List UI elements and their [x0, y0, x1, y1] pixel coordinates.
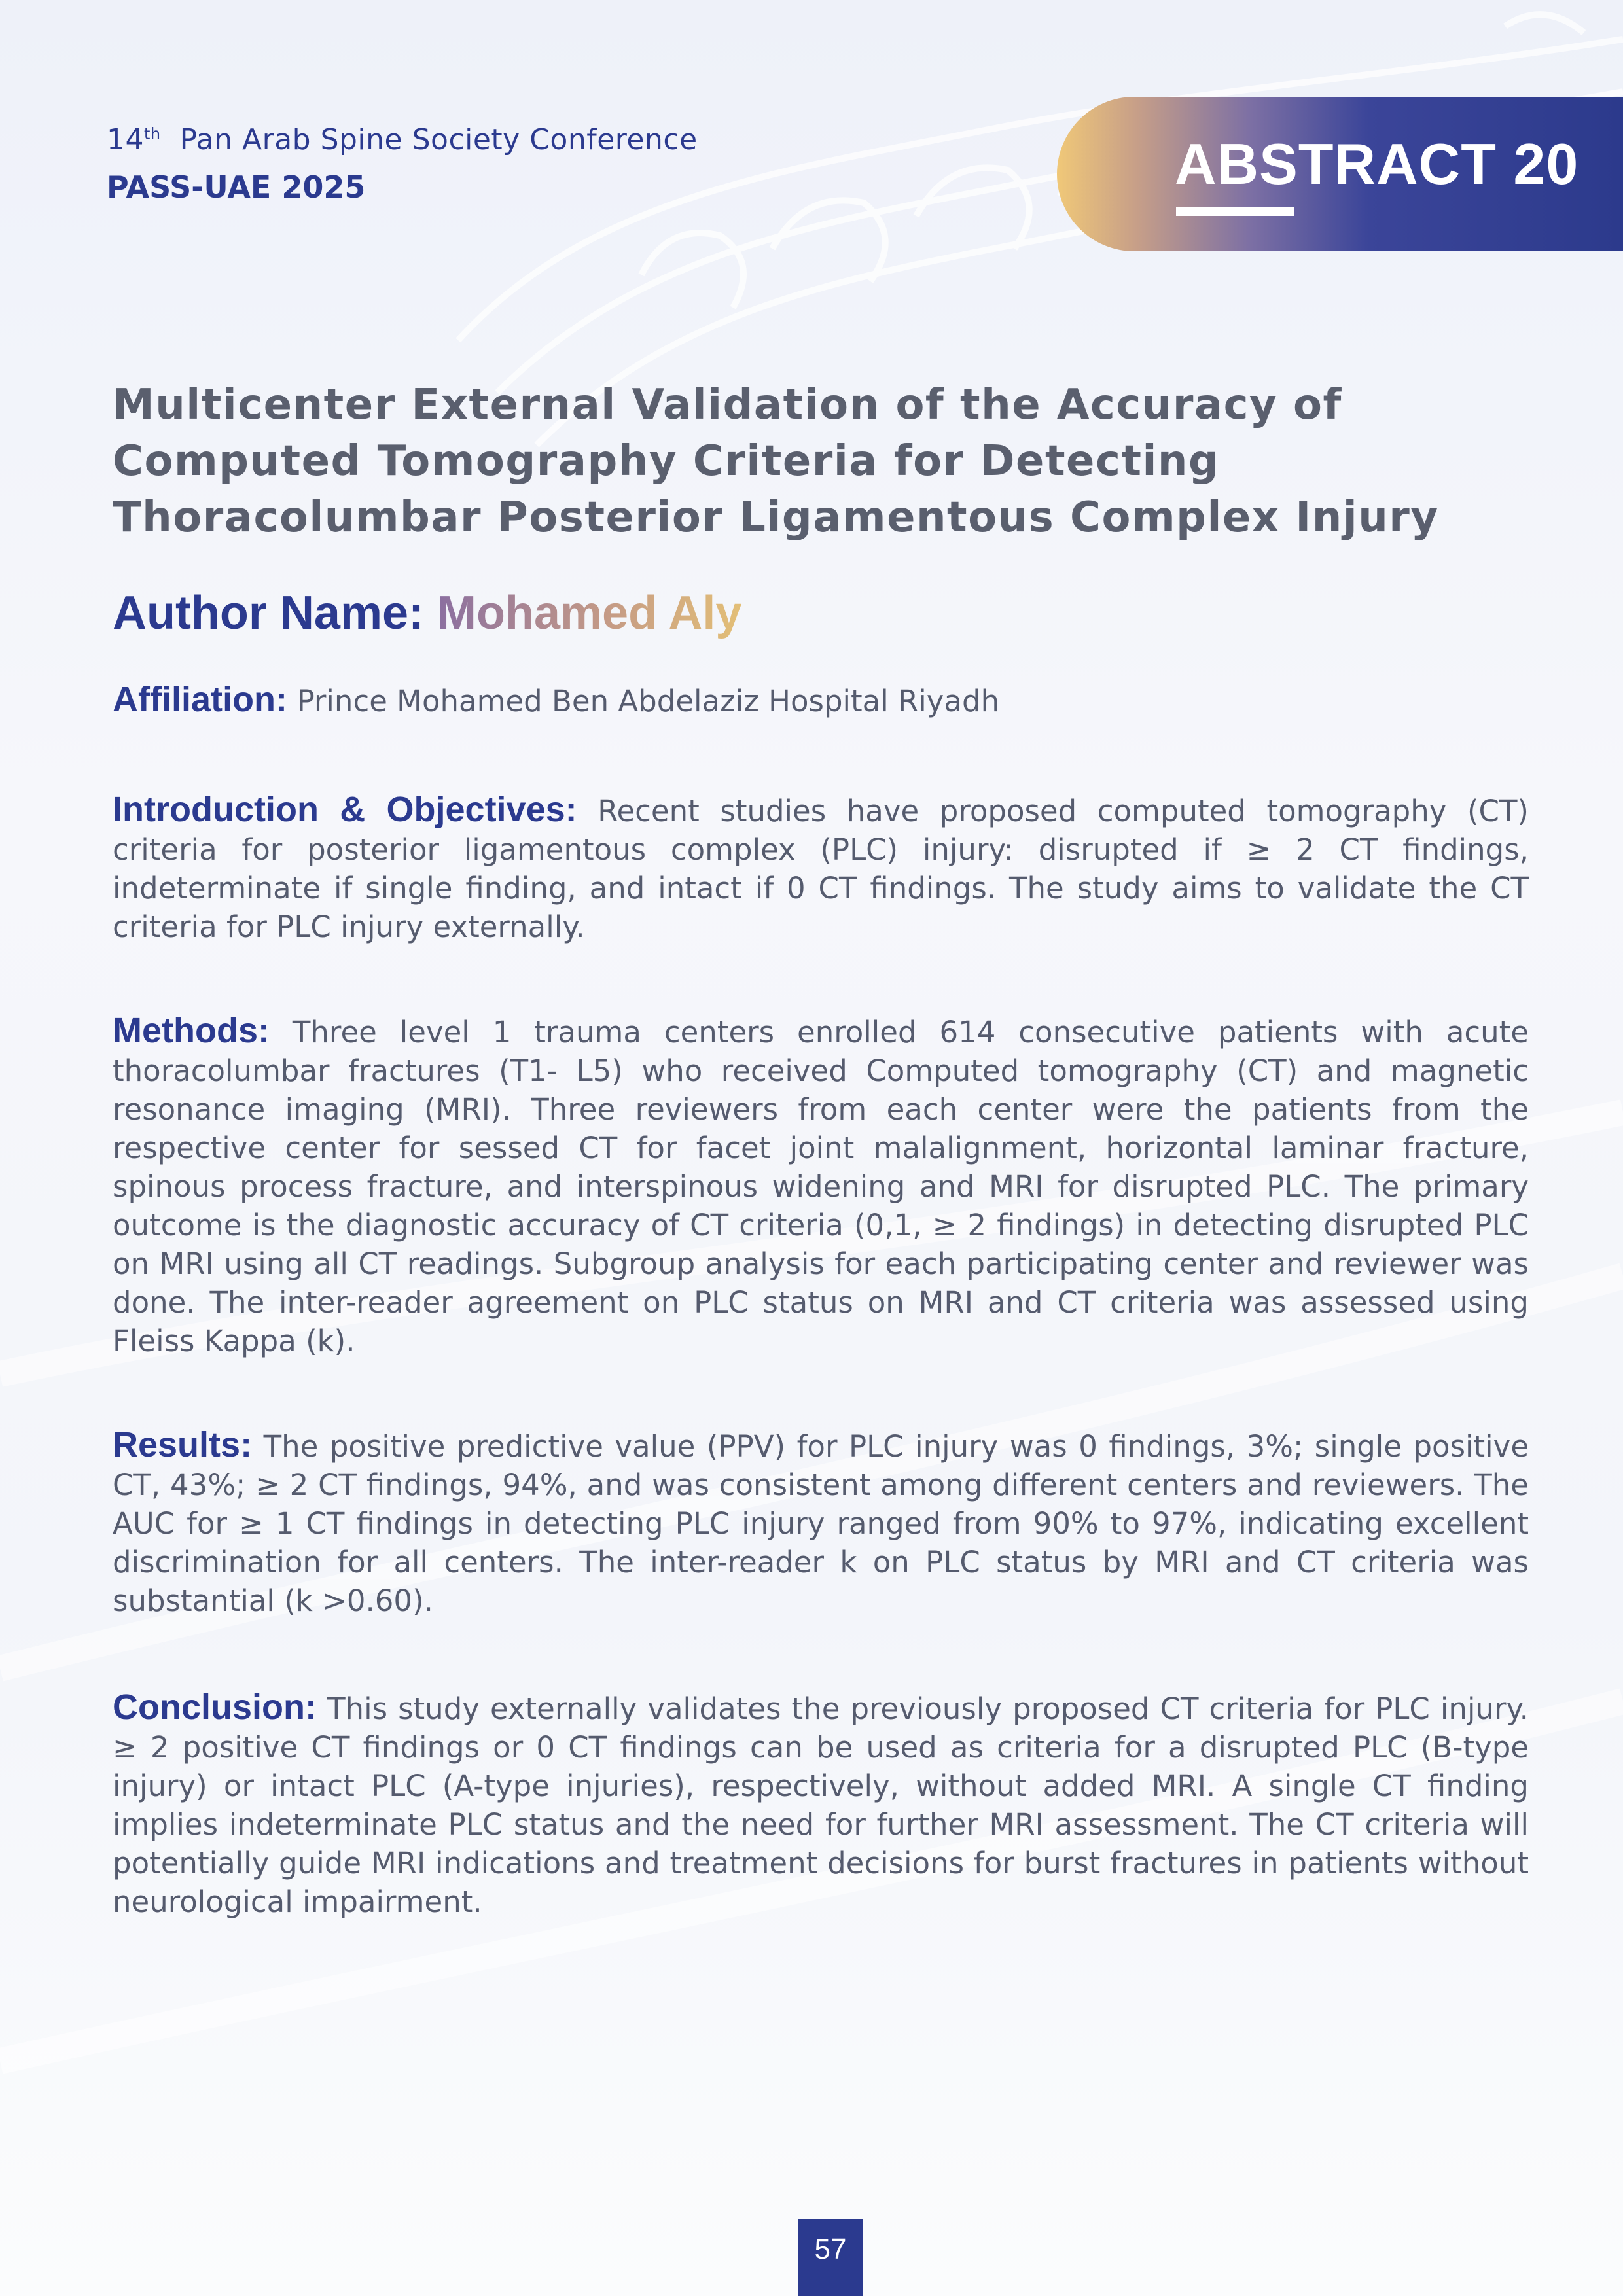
affiliation-text: Prince Mohamed Ben Abdelaziz Hospital Riyadh: [296, 684, 1000, 718]
methods-text: Three level 1 trauma centers enrolled 614 consecutive patients with acute thoracolumbar fractures (T1- L5) who received Computed tomography (CT) and magnetic resonance imaging (MRI). Three reviewers from each center were the patients from the respective center for sessed CT for facet joint malalignment, horizontal laminar fracture, spinous process fracture, and interspinous widening and MRI for disrupted PLC. The primary outcome is the diagnostic accuracy of CT criteria (0,1, ≥ 2 findings) in detecting disrupted PLC on MRI using all CT readings. Subgroup analysis for each participating center and reviewer was done. The inter-reader agreement on PLC status on MRI and CT criteria was assessed using Fleiss Kappa (k).: [113, 1015, 1529, 1358]
conference-short-name: PASS-UAE 2025: [107, 169, 366, 205]
results-label: Results:: [113, 1425, 253, 1464]
affiliation-label: Affiliation:: [113, 680, 287, 719]
conference-number: 14: [107, 123, 144, 156]
results-text: The positive predictive value (PPV) for PLC injury was 0 findings, 3%; single positive CT, 43%; ≥ 2 CT findings, 94%, and was consistent among different centers and reviewers. The AUC for ≥ 1 CT findings in detecting PLC injury ranged from 90% to 97%, indicating excellent discrimination for all centers. The inter-reader k on PLC status by MRI and CT criteria was substantial (k >0.60).: [113, 1429, 1529, 1618]
conclusion-label: Conclusion:: [113, 1687, 317, 1727]
author-name: Mohamed Aly: [437, 587, 742, 639]
conference-ordinal: th: [144, 124, 161, 143]
introduction-text: Recent studies have proposed computed tomography (CT) criteria for posterior ligamentous complex (PLC) injury: disrupted if ≥ 2 CT findings, indeterminate if single finding, and intact if 0 CT findings. The study aims to validate the CT criteria for PLC injury externally.: [113, 794, 1529, 944]
introduction-section: [113, 790, 1529, 946]
author-line: [113, 586, 1529, 640]
introduction-label: Introduction & Objectives:: [113, 790, 577, 829]
affiliation-line: [113, 679, 1529, 720]
badge-underline: [1176, 207, 1294, 216]
abstract-title: Multicenter External Validation of the Accuracy of Computed Tomography Criteria for Detecting Thoracolumbar Posterior Ligamentous Complex Injury: [113, 381, 1439, 542]
abstract-number: ABSTRACT 20: [1175, 132, 1579, 196]
abstract-badge: [1057, 97, 1623, 251]
conference-header: [107, 123, 698, 205]
methods-section: [113, 1012, 1529, 1360]
author-label: Author Name:: [113, 587, 425, 639]
conference-title: [107, 123, 698, 156]
page-number: 57: [798, 2219, 863, 2296]
abstract-body: [113, 377, 1529, 1921]
conclusion-text: This study externally validates the previously proposed CT criteria for PLC injury. ≥ 2 positive CT findings or 0 CT findings can be used as criteria for a disrupted PLC (B-type injury) or intact PLC (A-type injuries), respectively, without added MRI. A single CT finding implies indeterminate PLC status and the need for further MRI assessment. The CT criteria will potentially guide MRI indications and treatment decisions for burst fractures in patients without neurological impairment.: [113, 1691, 1529, 1919]
results-section: [113, 1426, 1529, 1620]
conference-name: Pan Arab Spine Society Conference: [179, 123, 698, 156]
conclusion-section: [113, 1688, 1529, 1921]
methods-label: Methods:: [113, 1011, 270, 1050]
